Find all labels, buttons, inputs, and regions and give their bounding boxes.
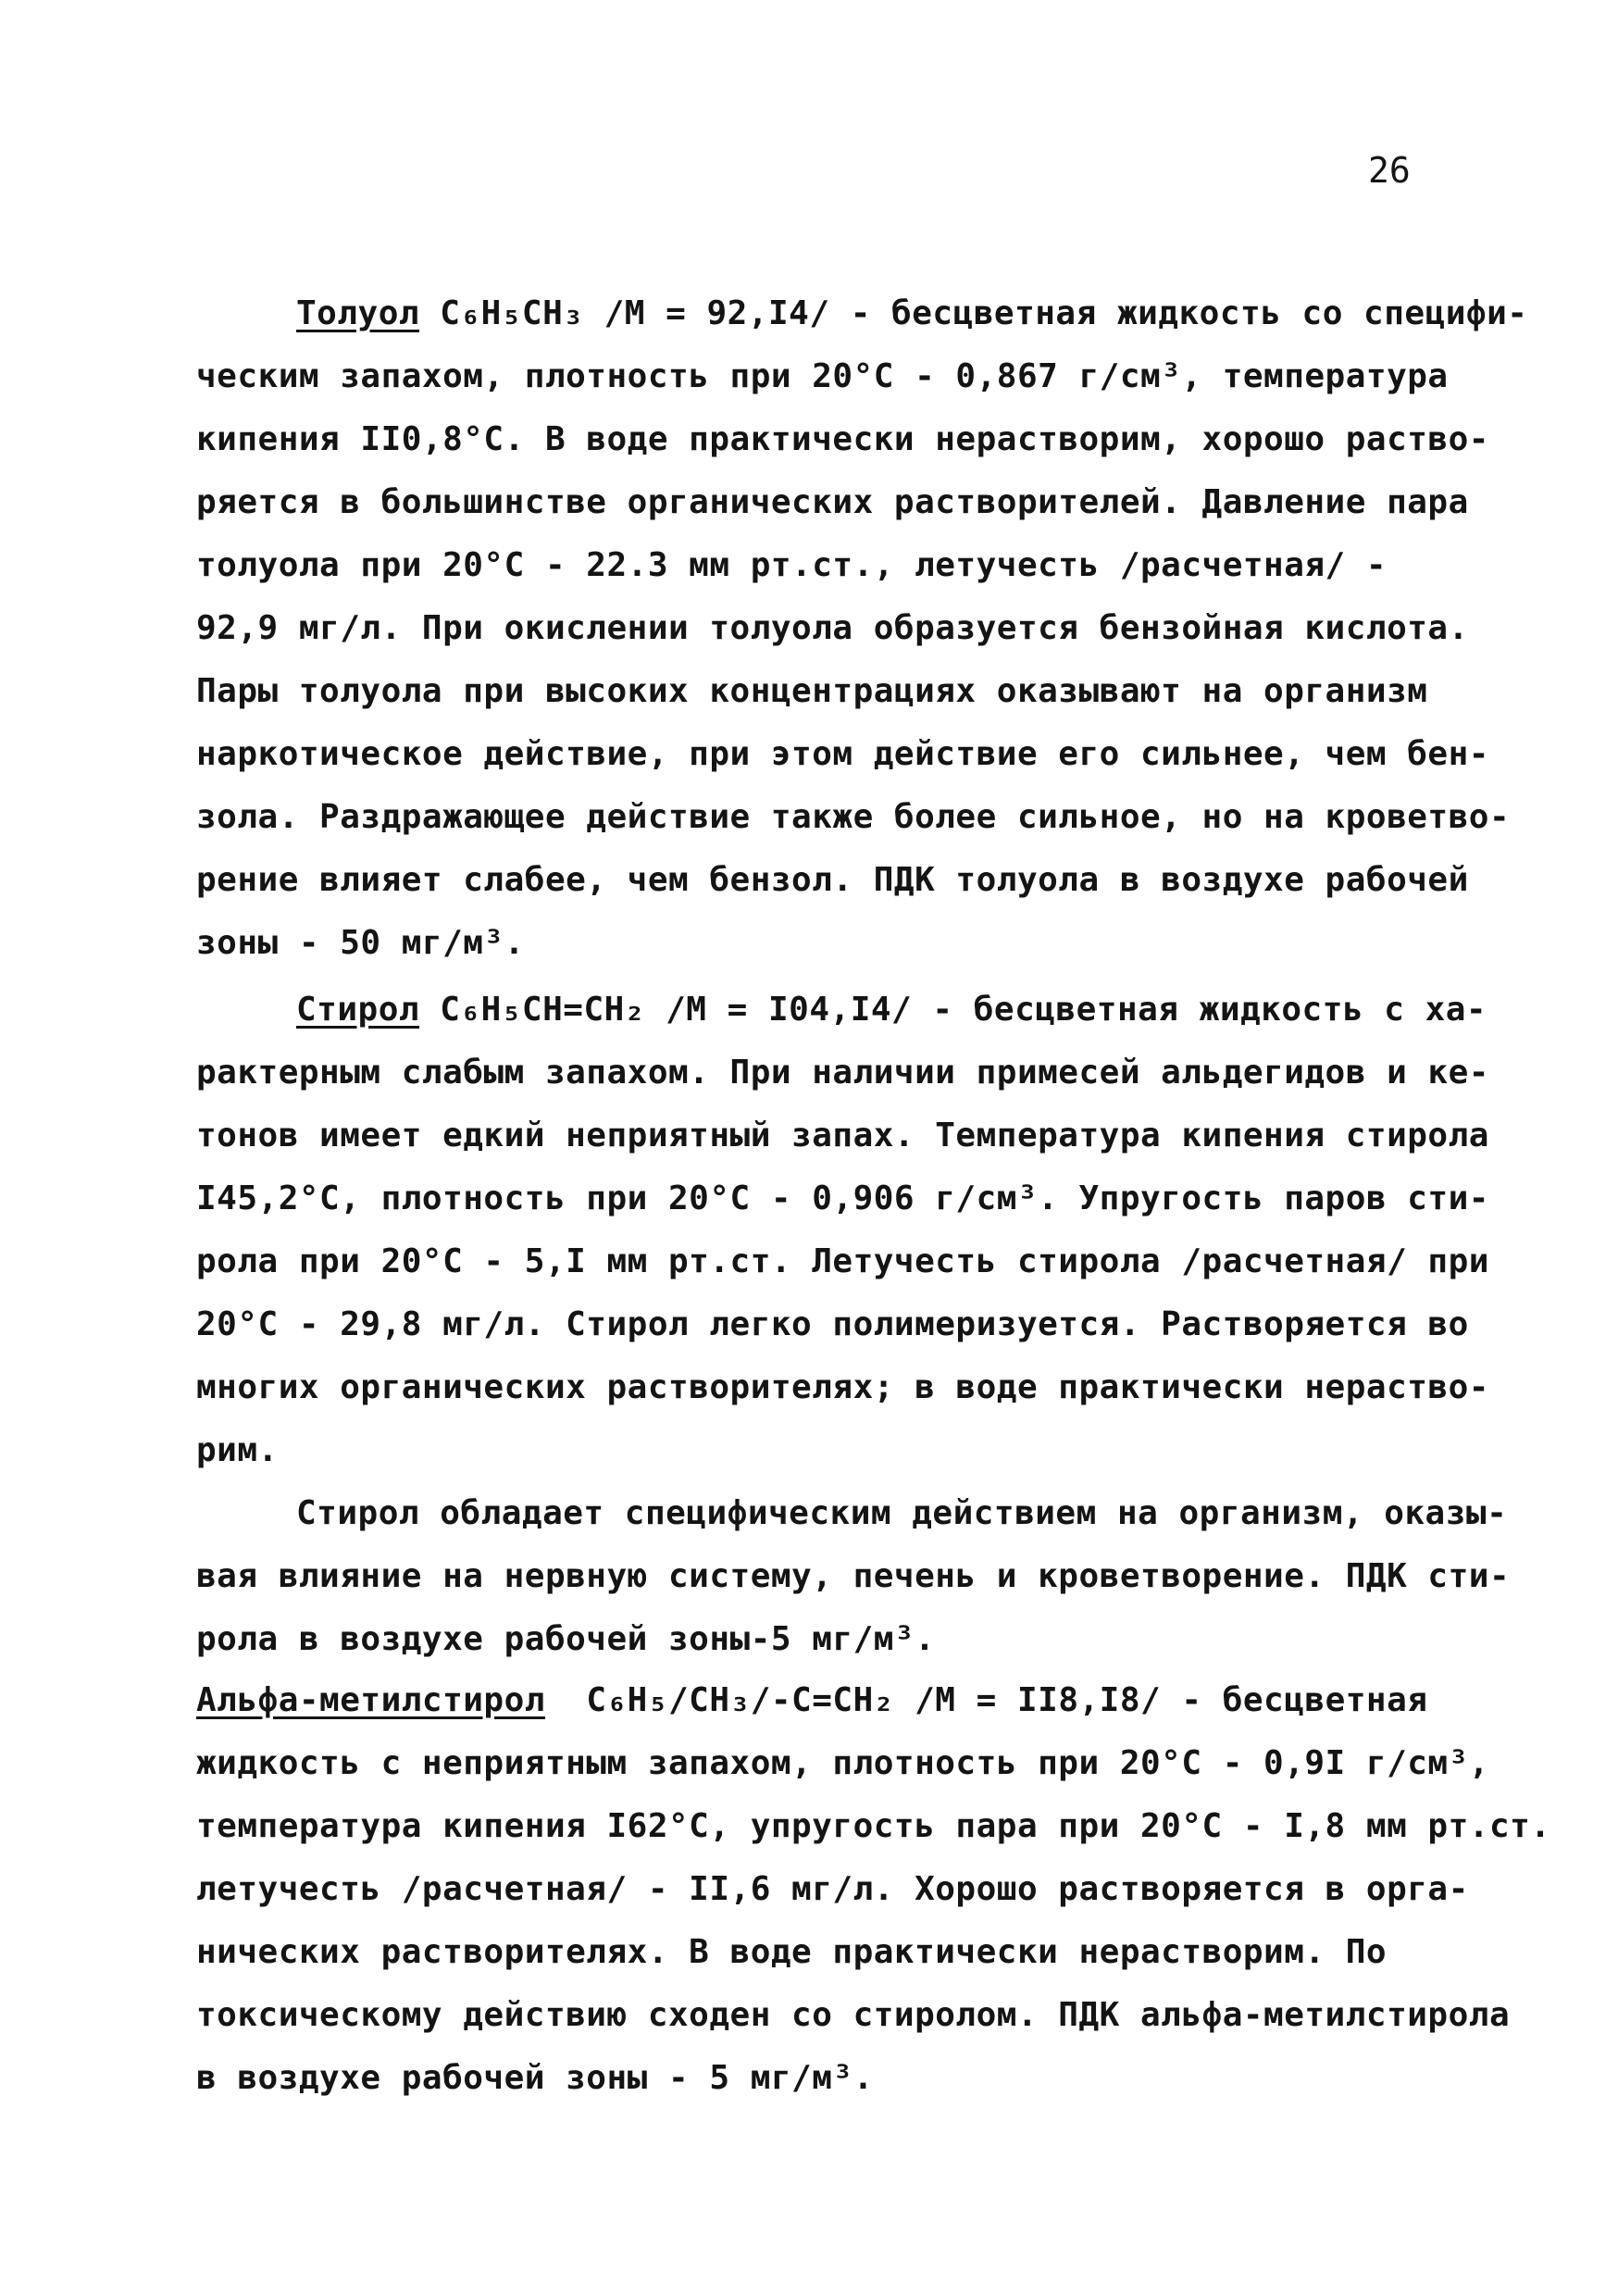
toluene-line-6: Пары толуола при высоких концентрациях оказывают на организм [196,672,1428,710]
alpha-methylstyrene-paragraph [196,1669,1551,2110]
styrene-line-5: 20°C - 29,8 мг/л. Стирол легко полимеризуется. Растворяется во [196,1305,1469,1343]
styrene-line-6: многих органических растворителях; в воде практически нераство- [196,1368,1489,1406]
alpha-methylstyrene-line-3: летучесть /расчетная/ - II,6 мг/л. Хорошо растворяется в орга- [196,1870,1469,1908]
toluene-line-9: рение влияет слабее, чем бензол. ПДК толуола в воздухе рабочей [196,861,1469,899]
toluene-line-1: ческим запахом, плотность при 20°C - 0,867 г/см³, температура [196,357,1449,395]
toluene-line-0: C₆H₅CH₃ /M = 92,I4/ - бесцветная жидкость со специфи- [419,294,1528,332]
styrene-term: Стирол [296,991,420,1029]
toluene-paragraph [196,282,1528,975]
alpha-methylstyrene-term: Альфа-метилстирол [196,1681,545,1719]
toluene-line-5: 92,9 мг/л. При окислении толуола образуется бензойная кислота. [196,609,1469,647]
toluene-term: Толуол [296,294,420,332]
toluene-line-10: зоны - 50 мг/м³. [196,924,525,962]
styrene-effect-line-0: Стирол обладает специфическим действием на организм, оказы- [296,1494,1508,1532]
styrene-effect-line-1: вая влияние на нервную систему, печень и кроветворение. ПДК сти- [196,1557,1511,1595]
toluene-first-line [196,282,1528,345]
toluene-line-2: кипения II0,8°C. В воде практически нерастворим, хорошо раство- [196,420,1489,458]
toluene-line-3: ряется в большинстве органических растворителей. Давление пара [196,483,1469,521]
styrene-first-line [196,979,1487,1042]
alpha-methylstyrene-line-6: в воздухе рабочей зоны - 5 мг/м³. [196,2059,874,2097]
page-number: 26 [1368,150,1411,191]
toluene-line-4: толуола при 20°C - 22.3 мм рт.ст., летучесть /расчетная/ - [196,546,1388,584]
styrene-line-0: C₆H₅CH=CH₂ /M = I04,I4/ - бесцветная жидкость с ха- [419,991,1487,1029]
styrene-line-4: рола при 20°C - 5,I мм рт.ст. Летучесть стирола /расчетная/ при [196,1242,1489,1280]
styrene-line-2: тонов имеет едкий неприятный запах. Температура кипения стирола [196,1117,1489,1154]
styrene-effect-line-2: рола в воздухе рабочей зоны-5 мг/м³. [196,1620,936,1658]
alpha-methylstyrene-line-4: нических растворителях. В воде практически нерастворим. По [196,1933,1388,1971]
alpha-methylstyrene-line-2: температура кипения I62°C, упругость пара при 20°C - I,8 мм рт.ст. [196,1807,1551,1845]
alpha-methylstyrene-line-5: токсическому действию сходен со стиролом. ПДК альфа-метилстирола [196,1996,1511,2034]
styrene-paragraph [196,979,1489,1482]
alpha-methylstyrene-line-1: жидкость с неприятным запахом, плотность при 20°C - 0,9I г/см³, [196,1744,1489,1782]
toluene-line-7: наркотическое действие, при этом действие его сильнее, чем бен- [196,735,1489,773]
alpha-methylstyrene-first-line [196,1669,1455,1732]
styrene-line-3: I45,2°C, плотность при 20°C - 0,906 г/см³. Упругость паров сти- [196,1179,1489,1217]
styrene-line-7: рим. [196,1431,279,1469]
styrene-line-1: рактерным слабым запахом. При наличии примесей альдегидов и ке- [196,1054,1489,1092]
alpha-methylstyrene-line-0: C₆H₅/CH₃/-C=CH₂ /M = II8,I8/ - бесцветная [544,1681,1428,1719]
styrene-effect-paragraph [196,1482,1511,1671]
toluene-line-8: зола. Раздражающее действие также более сильное, но на кроветво- [196,798,1511,836]
